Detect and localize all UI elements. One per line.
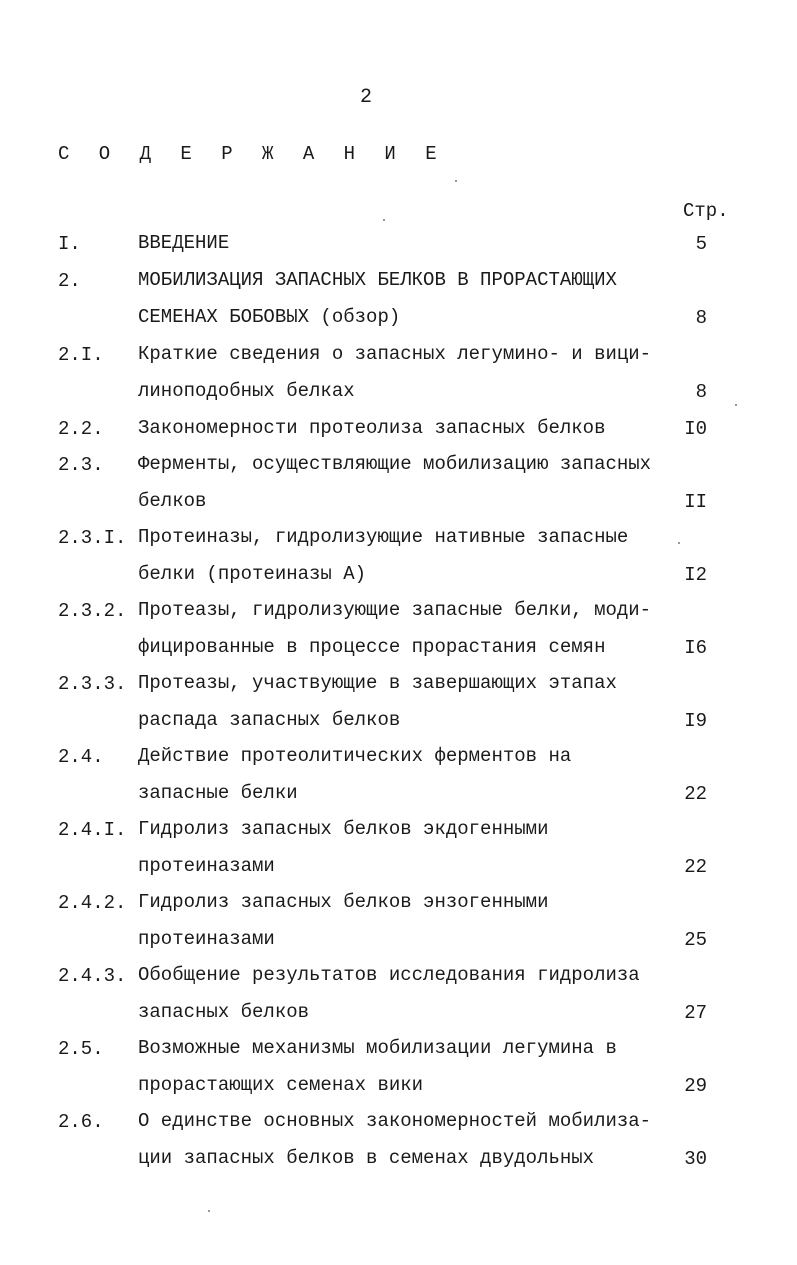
toc-entry-page: 27: [684, 1002, 707, 1024]
toc-entry-text: Краткие сведения о запасных легумино- и вици- линоподобных белках: [138, 343, 652, 402]
scan-speck: [208, 1210, 210, 1212]
toc-entry-text: Закономерности протеолиза запасных белков: [138, 417, 606, 439]
toc-entry-page: 29: [684, 1075, 707, 1097]
toc-entry-text: Протеазы, участвующие в завершающих этапах распада запасных белков: [138, 672, 617, 731]
toc-entry-number: 2.4.2.: [58, 892, 127, 914]
toc-entry-number: I.: [58, 233, 81, 255]
toc-entry-text: Протеиназы, гидролизующие нативные запасные белки (протеиназы А): [138, 526, 629, 585]
toc-title: С О Д Е Р Ж А Н И Е: [58, 143, 446, 165]
toc-entry-page: I2: [684, 564, 707, 586]
toc-entry-number: 2.4.3.: [58, 965, 127, 987]
toc-entry-text: Гидролиз запасных белков экдогенными протеиназами: [138, 818, 549, 877]
toc-entry-text: Гидролиз запасных белков энзогенными протеиназами: [138, 891, 549, 950]
toc-entry-page: 8: [695, 307, 707, 329]
toc-entry-text: О единстве основных закономерностей мобилиза- ции запасных белков в семенах двудольных: [138, 1110, 652, 1169]
toc-entry-text: Действие протеолитических ферментов на запасные белки: [138, 745, 572, 804]
toc-entry-number: 2.3.2.: [58, 600, 127, 622]
toc-entry-text: Ферменты, осуществляющие мобилизацию запасных белков: [138, 453, 652, 512]
toc-entry-text: Возможные механизмы мобилизации легумина в прорастающих семенах вики: [138, 1037, 617, 1096]
toc-entry-number: 2.2.: [58, 418, 104, 440]
toc-entry-number: 2.3.: [58, 454, 104, 476]
toc-entry-page: 22: [684, 856, 707, 878]
toc-entry-page: I6: [684, 637, 707, 659]
toc-entry-page: II: [684, 491, 707, 513]
toc-entry-number: 2.: [58, 270, 81, 292]
toc-entry-page: I0: [684, 418, 707, 440]
page-number: 2: [360, 86, 374, 109]
toc-entry-number: 2.5.: [58, 1038, 104, 1060]
toc-entry-page: 5: [695, 233, 707, 255]
page-column-header: Стр.: [683, 200, 729, 222]
toc-entry-page: 25: [684, 929, 707, 951]
toc-entry-number: 2.6.: [58, 1111, 104, 1133]
toc-entry-text: Обобщение результатов исследования гидролиза запасных белков: [138, 964, 640, 1023]
toc-entry-number: 2.4.: [58, 746, 104, 768]
toc-entry-number: 2.4.I.: [58, 819, 127, 841]
toc-entry-number: 2.3.3.: [58, 673, 127, 695]
scan-speck: [455, 180, 457, 182]
toc-entry-number: 2.I.: [58, 344, 104, 366]
toc-entry-page: 22: [684, 783, 707, 805]
scan-speck: [735, 404, 737, 406]
toc-entry-number: 2.3.I.: [58, 527, 127, 549]
scan-speck: [383, 219, 385, 221]
scan-speck: [678, 542, 680, 544]
toc-entry-text: ВВЕДЕНИЕ: [138, 232, 230, 254]
toc-entry-text: МОБИЛИЗАЦИЯ ЗАПАСНЫХ БЕЛКОВ В ПРОРАСТАЮЩИХ СЕМЕНАХ БОБОВЫХ (обзор): [138, 269, 617, 328]
toc-entry-text: Протеазы, гидролизующие запасные белки, моди- фицированные в процессе прорастания семян: [138, 599, 652, 658]
toc-entry-page: 8: [695, 381, 707, 403]
toc-entry-page: 30: [684, 1148, 707, 1170]
toc-entry-page: I9: [684, 710, 707, 732]
